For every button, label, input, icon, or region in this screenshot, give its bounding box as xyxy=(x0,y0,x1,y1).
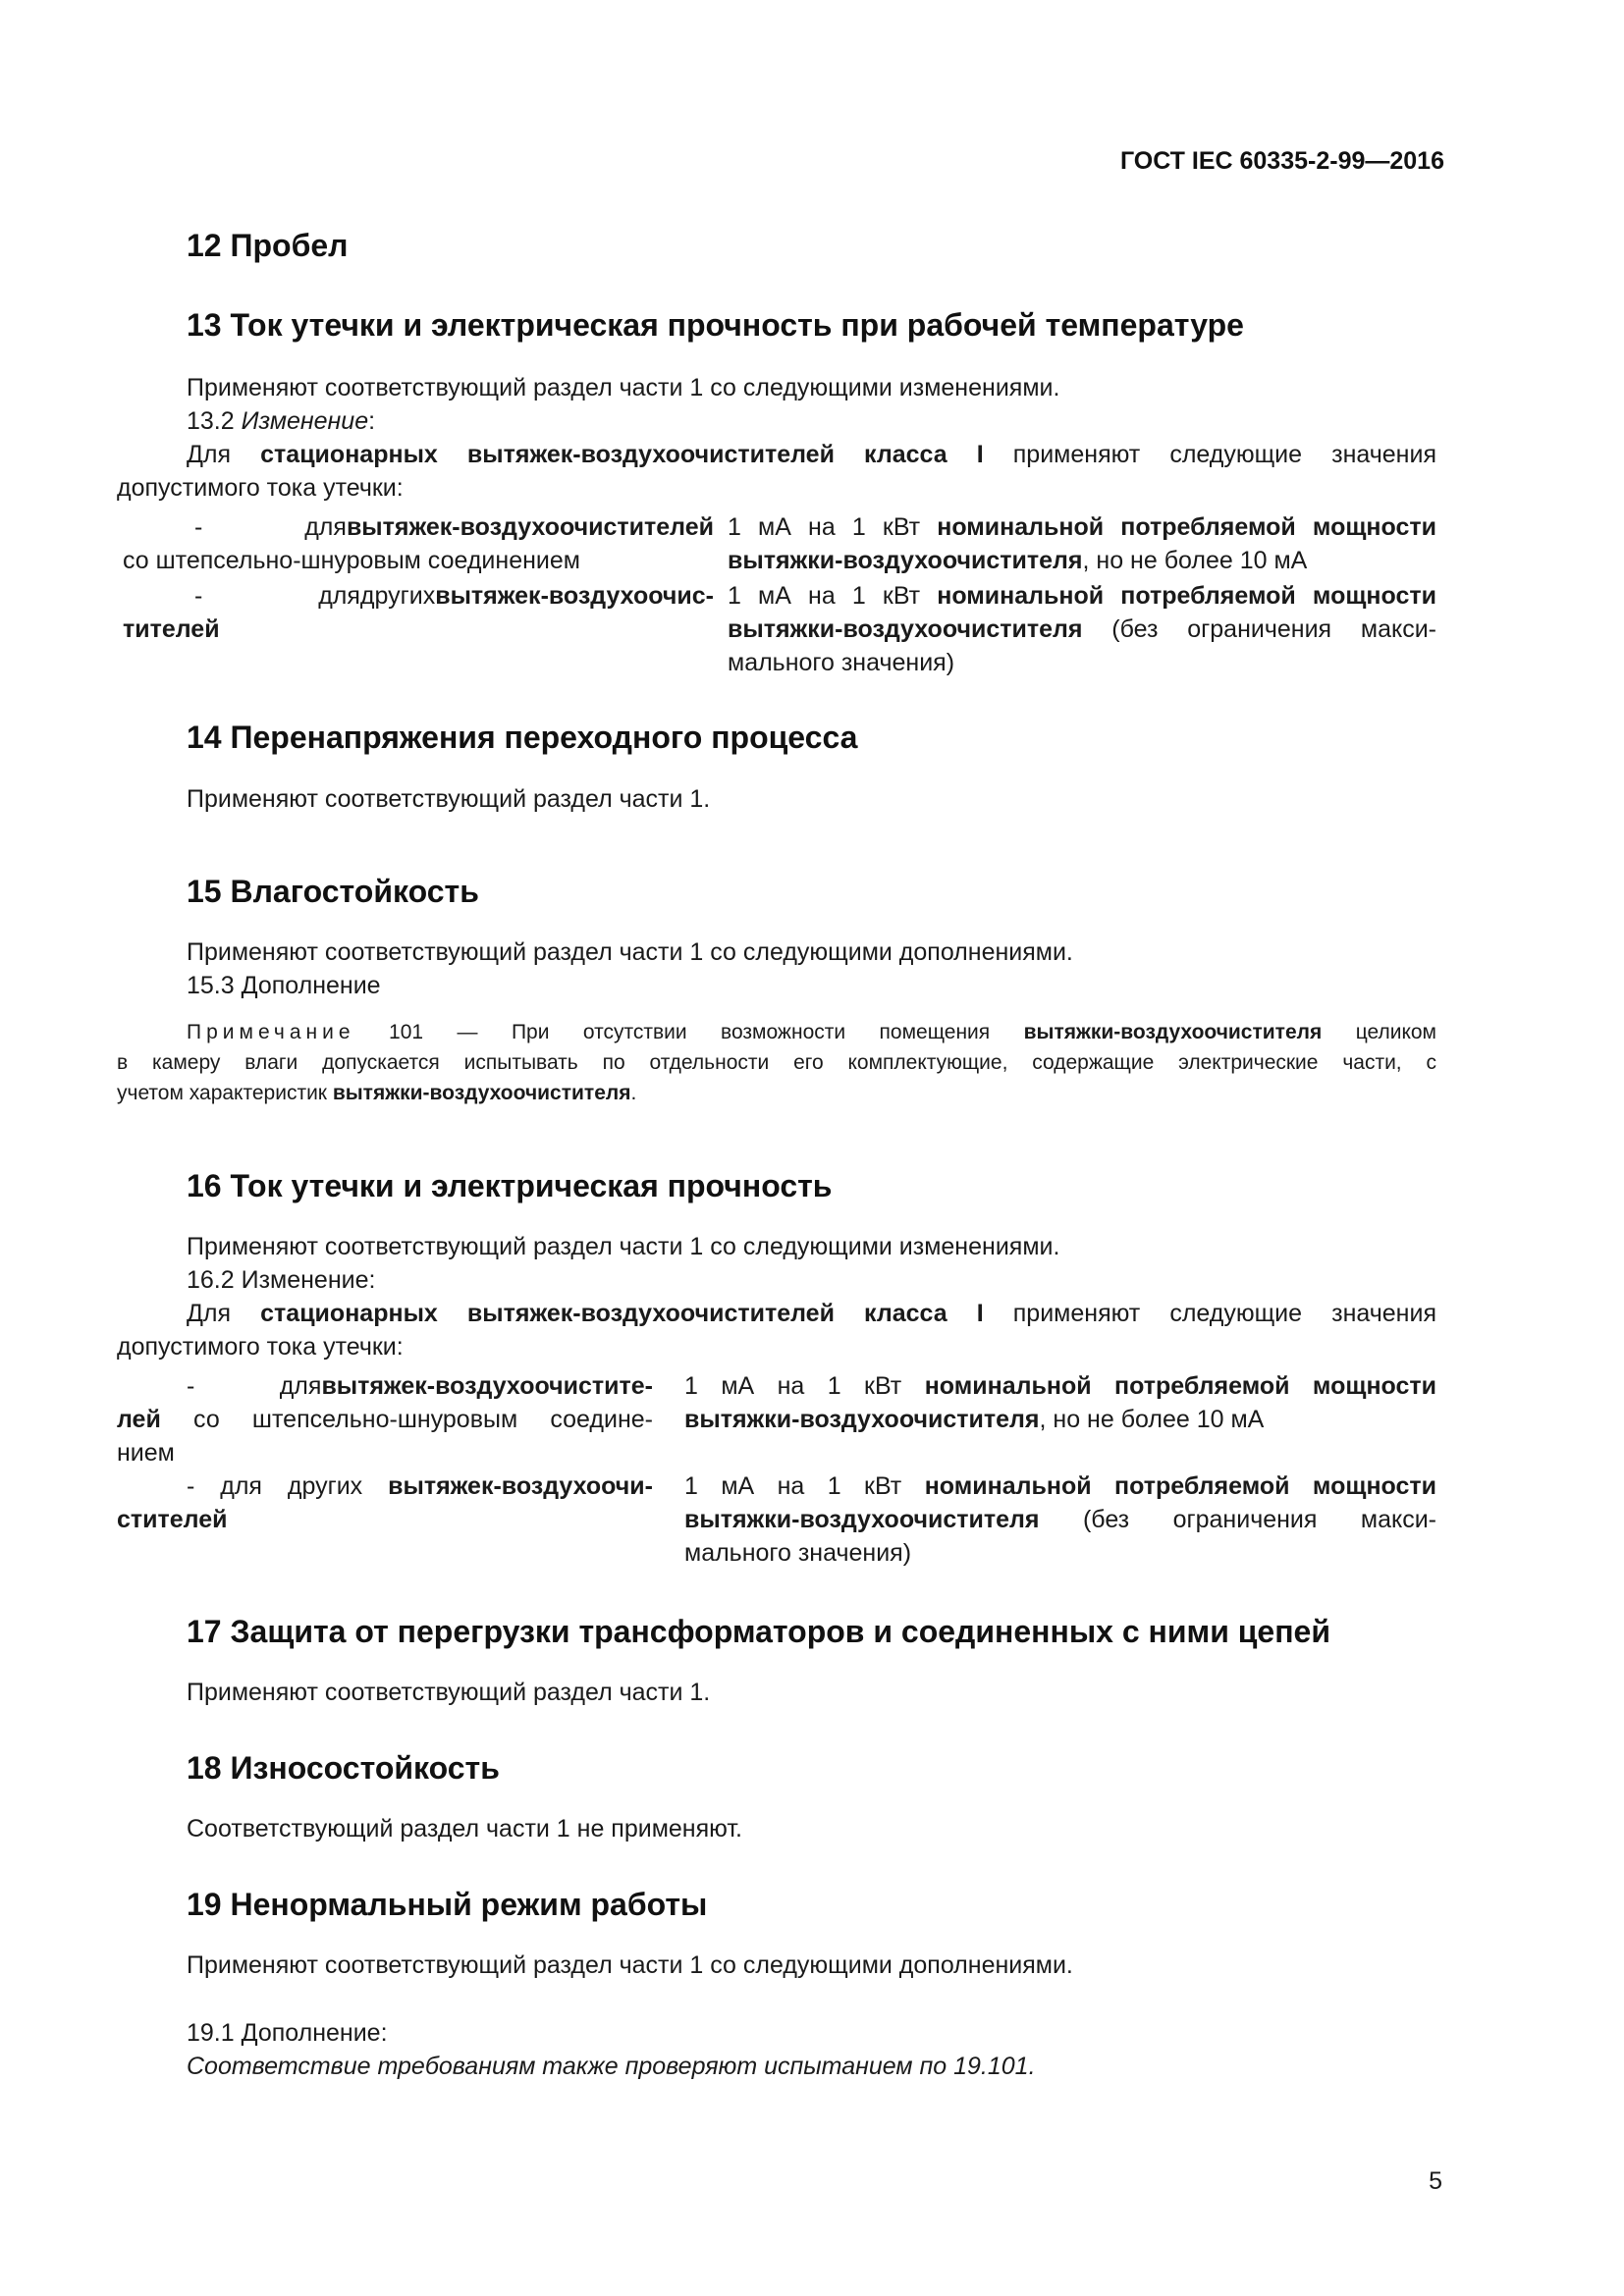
section-19-intro: Применяют соответствующий раздел части 1 со следующими дополнениями. xyxy=(187,1951,1073,1979)
term-bold: номинальной потребляемой мощности xyxy=(937,513,1436,541)
section-14-heading: 14 Перенапряжения переходного процесса xyxy=(187,720,858,755)
subsection-colon: : xyxy=(368,407,376,435)
term-bold: стителей xyxy=(117,1506,228,1533)
text-fragment: - для xyxy=(187,1372,322,1400)
section-13-heading: 13 Ток утечки и электрическая прочность при рабочей температуре xyxy=(187,307,1244,343)
term-bold: вытяжки-воздухоочистителя xyxy=(728,547,1083,574)
text-fragment: со штепсельно-шнуровым соедине- xyxy=(160,1406,653,1433)
section-15-intro: Применяют соответствующий раздел части 1 со следующими дополнениями. xyxy=(187,938,1073,966)
term-bold: номинальной потребляемой мощности xyxy=(924,1472,1436,1500)
text-fragment: 1 мА на 1 кВт xyxy=(728,582,938,610)
text-fragment: - для других xyxy=(187,1472,389,1500)
section-19-heading: 19 Ненормальный режим работы xyxy=(187,1887,708,1922)
section-16-paragraph-line2: допустимого тока утечки: xyxy=(117,1333,404,1361)
section-15-3-label: 15.3 Дополнение xyxy=(187,972,381,999)
page-number: 5 xyxy=(1429,2167,1442,2195)
subsection-label: Изменение xyxy=(241,407,369,435)
text-fragment: в камеру влаги допускается испытывать по отдельности его комплектующие, содержащие электрические части, с xyxy=(117,1051,1436,1074)
section-18-heading: 18 Износостойкость xyxy=(187,1750,500,1786)
text-fragment: целиком xyxy=(1322,1021,1436,1043)
section-13-2-label xyxy=(187,404,375,438)
term-bold: стационарных вытяжек-воздухоочистителей класса I xyxy=(260,1300,984,1327)
section-13-intro: Применяют соответствующий раздел части 1 со следующими изменениями. xyxy=(187,374,1060,401)
table-cell-right xyxy=(684,1469,1436,1570)
section-15-heading: 15 Влагостойкость xyxy=(187,874,479,909)
text-fragment: мального значения) xyxy=(684,1539,912,1567)
section-16-2-label: 16.2 Изменение: xyxy=(187,1266,376,1294)
text-fragment: учетом характеристик xyxy=(117,1082,333,1104)
table-cell-left xyxy=(123,579,714,646)
section-18-text: Соответствующий раздел части 1 не применяют. xyxy=(187,1815,742,1842)
table-cell-left xyxy=(123,510,714,577)
term-bold: вытяжек-воздухоочистите- xyxy=(321,1372,653,1400)
text-fragment: 101 — При отсутствии возможности помещения xyxy=(354,1021,1024,1043)
table-cell-right xyxy=(728,579,1436,679)
term-bold: вытяжки-воздухоочистителя xyxy=(684,1406,1040,1433)
leakage-table-13-row-2 xyxy=(0,579,1624,681)
section-19-1-label: 19.1 Дополнение: xyxy=(187,2019,388,2047)
section-14-text: Применяют соответствующий раздел части 1. xyxy=(187,785,711,813)
table-cell-right xyxy=(728,510,1436,577)
section-13-paragraph-line2: допустимого тока утечки: xyxy=(117,474,404,502)
section-17-heading: 17 Защита от перегрузки трансформаторов и соединенных с ними цепей xyxy=(187,1614,1331,1649)
table-cell-left xyxy=(117,1469,653,1536)
text-fragment: применяют следующие значения xyxy=(983,441,1436,468)
section-19-1-italic: Соответствие требованиям также проверяют испытанием по 19.101. xyxy=(187,2053,1036,2080)
text-fragment: применяют следующие значения xyxy=(983,1300,1436,1327)
term-bold: номинальной потребляемой мощности xyxy=(924,1372,1436,1400)
text-fragment: , но не более 10 мА xyxy=(1039,1406,1265,1433)
term-bold: вытяжки-воздухоочистителя xyxy=(332,1082,631,1104)
leakage-table-16-row-1 xyxy=(0,1369,1624,1471)
text-fragment: 1 мА на 1 кВт xyxy=(728,513,938,541)
term-bold: вытяжки-воздухоочистителя xyxy=(728,615,1083,643)
term-bold: вытяжек-воздухоочи- xyxy=(388,1472,653,1500)
section-12-heading: 12 Пробел xyxy=(187,228,349,263)
document-code: ГОСТ IEC 60335-2-99—2016 xyxy=(1119,147,1444,175)
text-fragment: 1 мА на 1 кВт xyxy=(684,1472,925,1500)
text-fragment: Для xyxy=(187,1300,261,1327)
text-fragment: . xyxy=(630,1082,637,1104)
text-fragment: со штепсельно-шнуровым соединением xyxy=(123,547,580,574)
table-cell-right xyxy=(684,1369,1436,1436)
text-fragment: , но не более 10 мА xyxy=(1082,547,1308,574)
text-fragment: Для xyxy=(187,441,261,468)
term-bold: вытяжки-воздухоочистителя xyxy=(684,1506,1040,1533)
text-fragment: мального значения) xyxy=(728,649,955,676)
leakage-table-13-row-1 xyxy=(0,510,1624,579)
text-fragment: - для xyxy=(194,582,360,610)
text-fragment: (без ограничения макси- xyxy=(1082,615,1436,643)
term-bold: тителей xyxy=(123,615,220,643)
term-bold: вытяжек-воздухоочистителей xyxy=(346,513,714,541)
term-bold: лей xyxy=(117,1406,161,1433)
text-fragment: других xyxy=(359,582,436,610)
subsection-number: 13.2 xyxy=(187,407,242,435)
term-bold: вытяжки-воздухоочистителя xyxy=(1023,1021,1323,1043)
table-cell-left xyxy=(117,1369,653,1469)
term-bold: стационарных вытяжек-воздухоочистителей класса I xyxy=(260,441,984,468)
text-fragment: нием xyxy=(117,1439,175,1467)
section-13-paragraph-line1 xyxy=(187,438,1436,471)
text-fragment: - для xyxy=(194,513,347,541)
note-label: Примечание xyxy=(187,1021,355,1043)
term-bold: вытяжек-воздухоочис- xyxy=(435,582,714,610)
note-101 xyxy=(117,1017,1436,1108)
text-fragment: (без ограничения макси- xyxy=(1039,1506,1436,1533)
text-fragment: 1 мА на 1 кВт xyxy=(684,1372,925,1400)
section-16-intro: Применяют соответствующий раздел части 1 со следующими изменениями. xyxy=(187,1233,1060,1260)
leakage-table-16-row-2 xyxy=(0,1469,1624,1572)
section-16-paragraph-line1 xyxy=(187,1297,1436,1330)
section-16-heading: 16 Ток утечки и электрическая прочность xyxy=(187,1168,833,1203)
term-bold: номинальной потребляемой мощности xyxy=(937,582,1436,610)
section-17-text: Применяют соответствующий раздел части 1. xyxy=(187,1679,711,1706)
